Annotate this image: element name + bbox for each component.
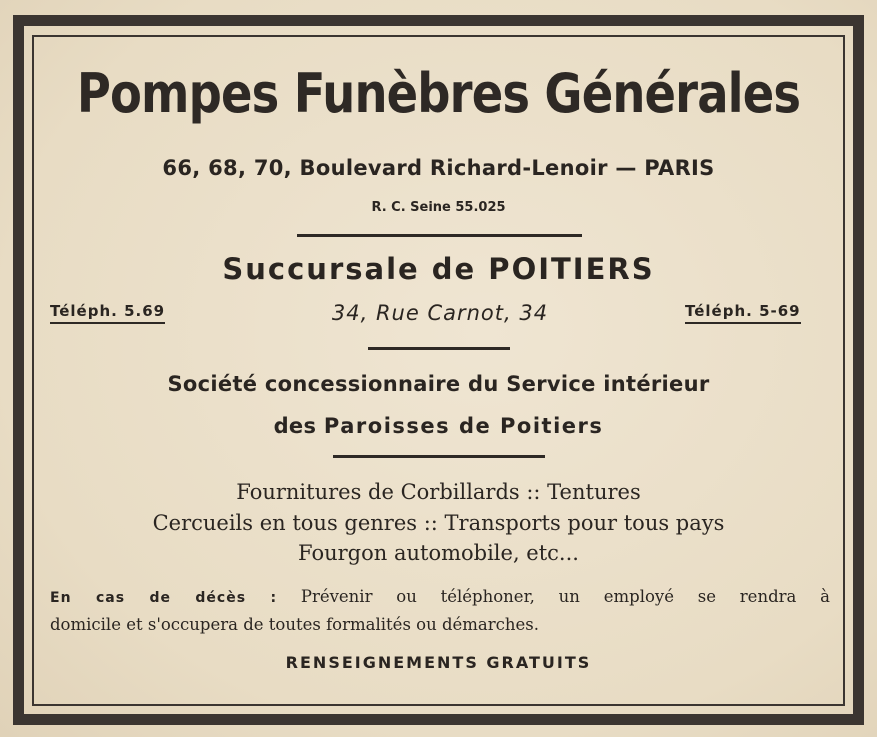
society-line-2-prefix: des xyxy=(273,414,317,438)
phone-left: Téléph. 5.69 xyxy=(50,302,165,324)
parishes-name: Paroisses de Poitiers xyxy=(323,414,604,438)
society-line-1: Société concessionnaire du Service intérieur xyxy=(167,372,710,396)
company-title: Pompes Funèbres Générales xyxy=(76,62,801,125)
free-information: RENSEIGNEMENTS GRATUITS xyxy=(285,653,592,672)
divider-rule xyxy=(368,347,510,350)
service-line-2: Cercueils en tous genres :: Transports pour tous pays xyxy=(152,511,725,535)
notice-lead: En cas de décès : xyxy=(50,590,278,606)
notice-line-1-text: Prévenir ou téléphoner, un employé se rendra à xyxy=(300,587,830,606)
registration-number: R. C. Seine 55.025 xyxy=(371,200,506,215)
branch-name: Succursale de POITIERS xyxy=(222,252,655,286)
society-line-2 xyxy=(0,414,877,438)
divider-rule xyxy=(297,234,582,237)
notice-line-1 xyxy=(50,583,830,612)
service-line-1: Fournitures de Corbillards :: Tentures xyxy=(236,480,641,504)
divider-rule xyxy=(333,455,545,458)
notice-line-2: domicile et s'occupera de toutes formalités ou démarches. xyxy=(50,615,539,634)
head-office-address: 66, 68, 70, Boulevard Richard-Lenoir — PARIS xyxy=(162,156,715,180)
branch-street: 34, Rue Carnot, 34 xyxy=(331,301,549,325)
phone-right: Téléph. 5-69 xyxy=(685,302,801,324)
service-line-3: Fourgon automobile, etc... xyxy=(298,541,579,565)
